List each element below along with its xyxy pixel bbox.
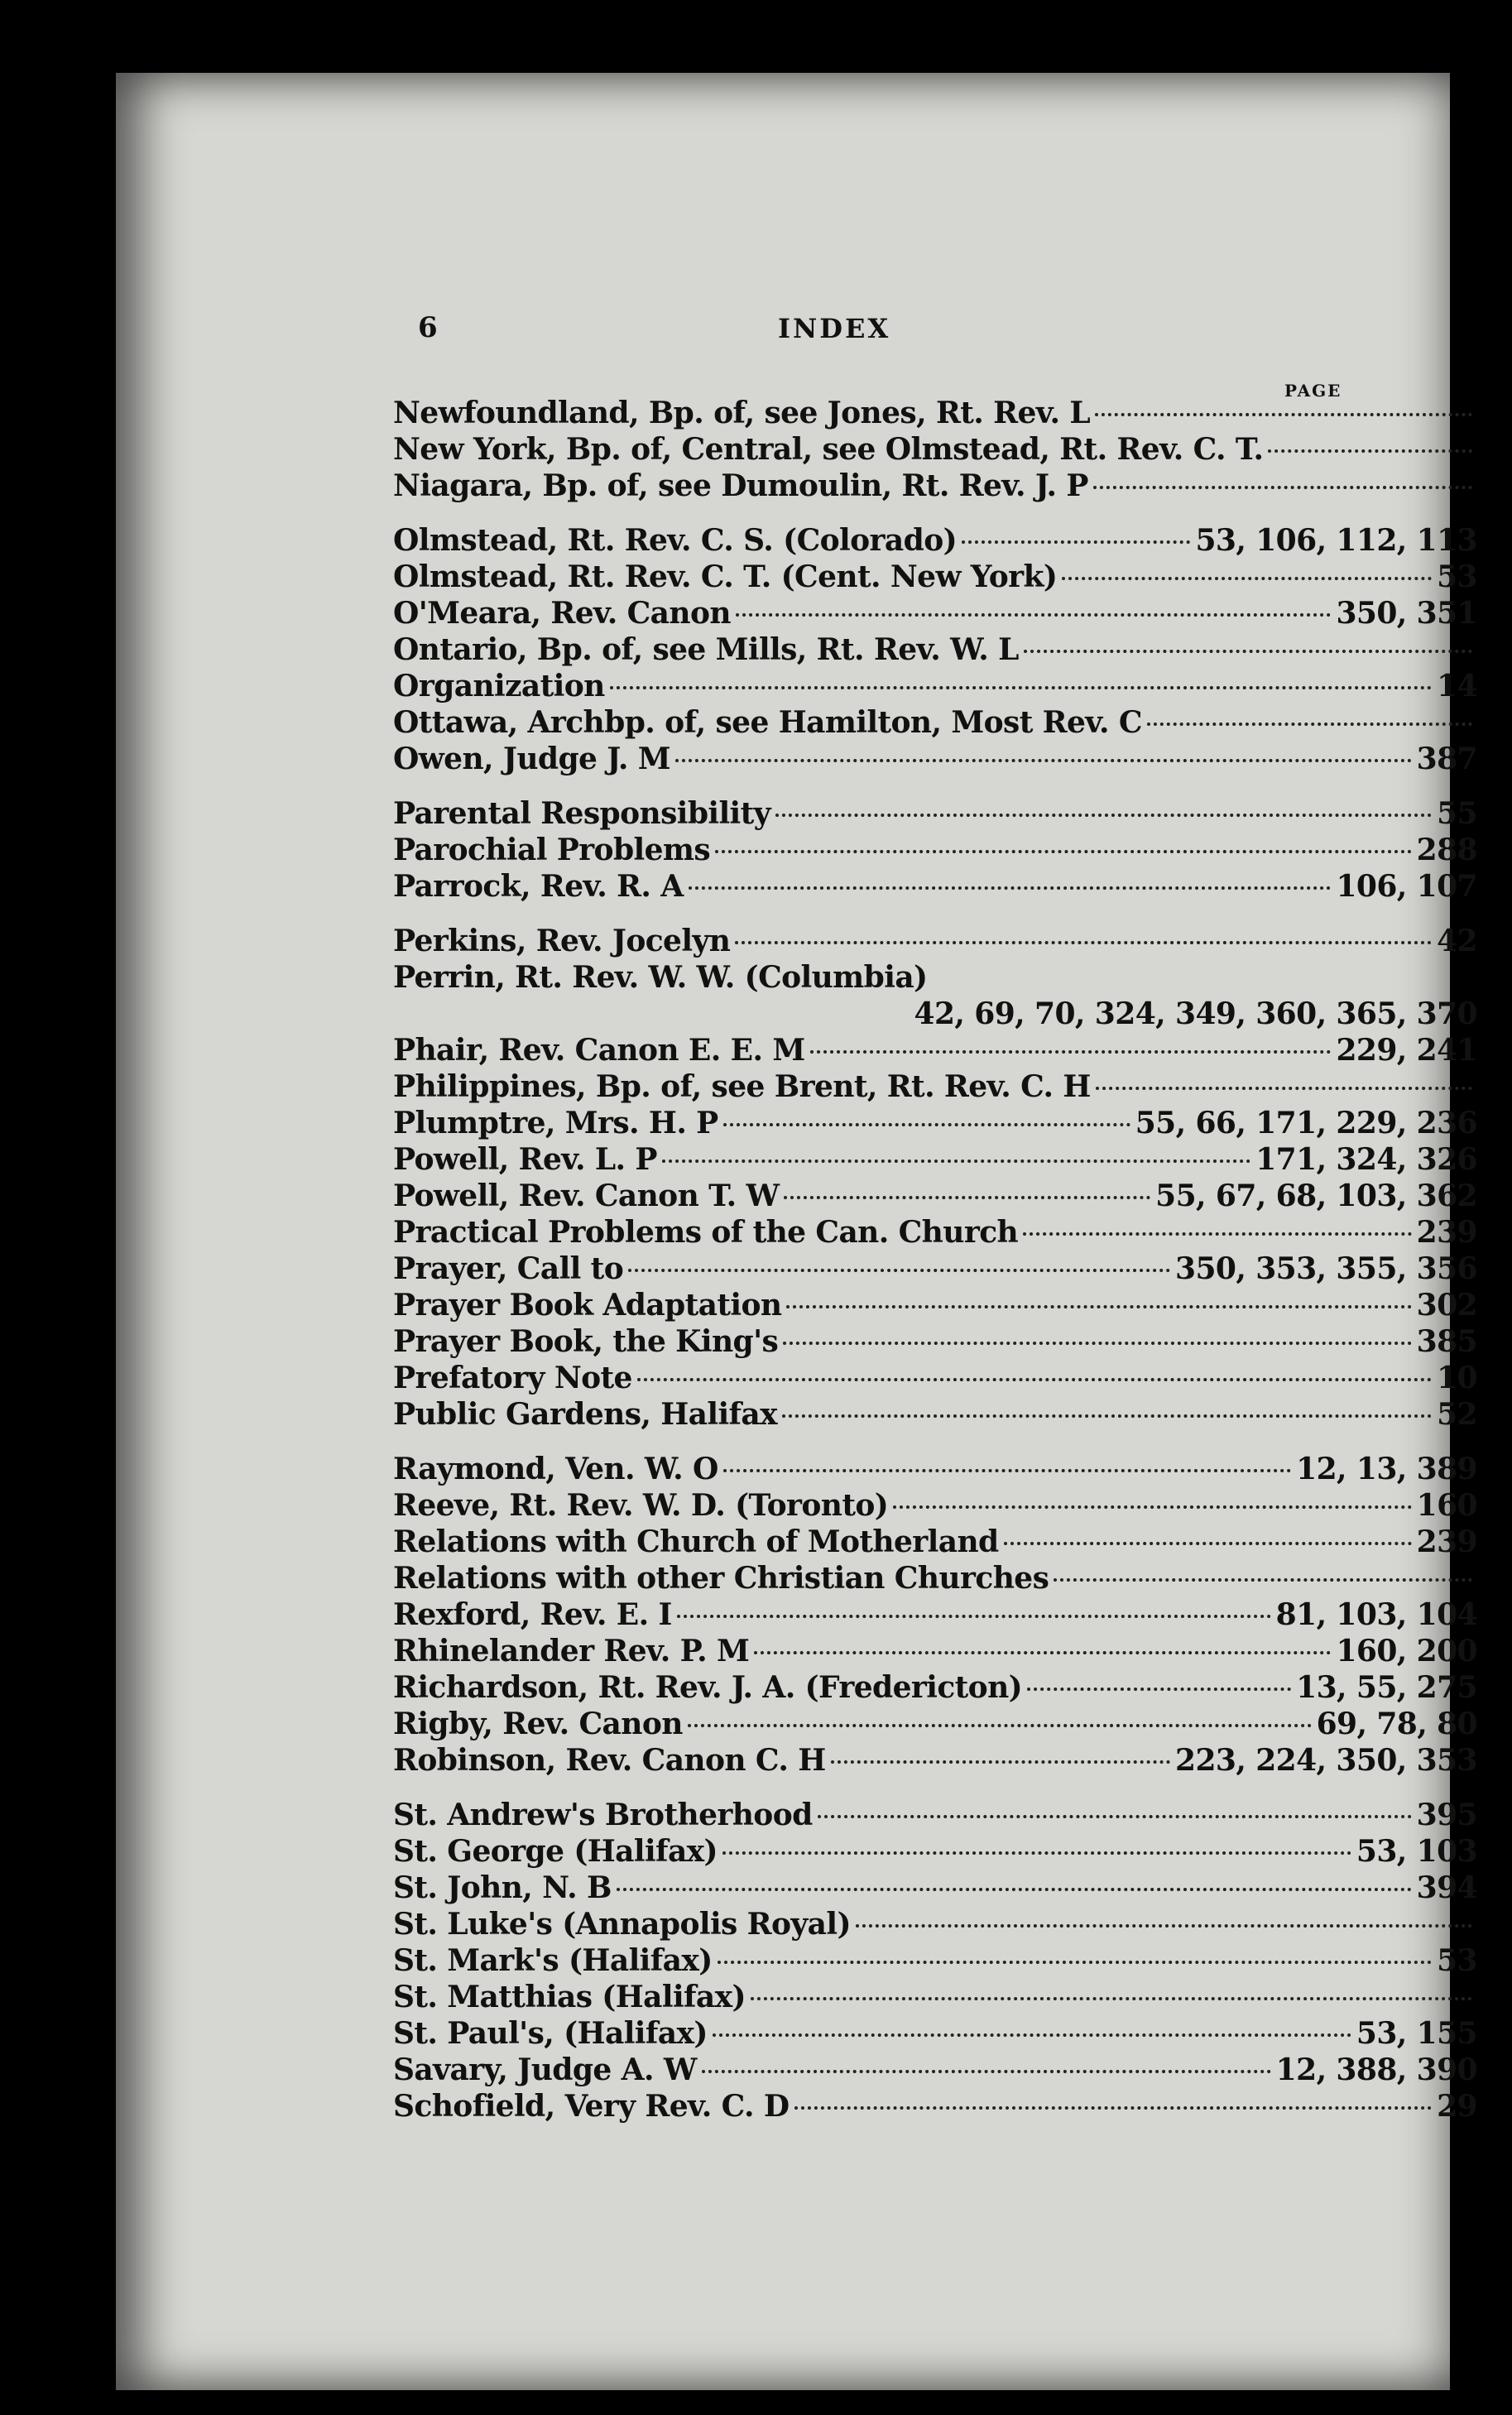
entry-pages: 171, 324, 326 [1255,1142,1477,1177]
index-entry [393,1488,1477,1524]
group-separator [393,778,1477,796]
dot-leader [754,1651,1331,1654]
entry-name: Niagara, Bp. of, see Dumoulin, Rt. Rev. J. P [393,468,1088,503]
index-entry [393,596,1477,632]
dot-leader [1004,1542,1412,1545]
entry-pages: 42, 69, 70, 324, 349, 360, 365, 370 [914,996,1477,1031]
dot-leader [1096,1087,1472,1090]
entry-pages: 52 [1437,1397,1477,1432]
index-page [116,73,1477,2390]
dot-leader [1062,577,1432,580]
index-entry [393,1943,1477,1980]
entry-name: Ontario, Bp. of, see Mills, Rt. Rev. W. L [393,632,1019,667]
entry-pages: 12, 388, 390 [1275,2053,1477,2087]
entry-name: Newfoundland, Bp. of, see Jones, Rt. Rev. L [393,396,1091,430]
index-entry [393,396,1477,432]
entry-pages: 42 [1437,924,1477,958]
index-entry [393,742,1477,778]
dot-leader [1027,1688,1291,1691]
entry-name: Olmstead, Rt. Rev. C. S. (Colorado) [393,523,958,558]
dot-leader [713,2033,1351,2037]
entry-pages: 350, 353, 355, 356 [1175,1251,1477,1286]
entry-pages: 302 [1416,1288,1477,1323]
entry-pages: 350, 351 [1336,596,1477,631]
entry-pages: 395 [1416,1798,1477,1832]
entry-name: Powell, Rev. Canon T. W [393,1179,780,1213]
entry-pages: 69, 78, 80 [1316,1707,1477,1741]
entry-name: St. Mark's (Halifax) [393,1943,713,1978]
entry-name: St. Luke's (Annapolis Royal) [393,1907,851,1942]
entry-pages: 81, 103, 104 [1275,1597,1477,1632]
entry-name: St. George (Halifax) [393,1834,718,1869]
index-entry [393,1251,1477,1288]
entry-name: Prayer Book Adaptation [393,1288,782,1323]
entry-name: Parrock, Rev. R. A [393,869,684,904]
dot-leader [831,1760,1170,1764]
index-entry [393,2016,1477,2053]
dot-leader [628,1269,1170,1272]
index-entry [393,432,1477,468]
index-entry [393,1707,1477,1743]
index-entry [393,669,1477,705]
entry-name: Philippines, Bp. of, see Brent, Rt. Rev. C. H [393,1069,1091,1104]
index-entry [393,1069,1477,1106]
dot-leader [893,1505,1411,1509]
entry-name: Olmstead, Rt. Rev. C. T. (Cent. New York) [393,559,1058,594]
entry-pages: 53 [1437,559,1477,594]
entry-pages: 160 [1416,1488,1477,1523]
entry-name: Raymond, Ven. W. O [393,1452,718,1486]
entry-name: St. John, N. B [393,1870,612,1905]
index-entry [393,1215,1477,1251]
entry-name: Relations with other Christian Churches [393,1561,1049,1596]
dot-leader [1054,1578,1472,1582]
index-entry [393,1033,1477,1069]
dot-leader [736,613,1331,617]
entry-name: St. Matthias (Halifax) [393,1980,746,2014]
entry-pages: 288 [1416,833,1477,867]
index-entry [393,632,1477,669]
index-entry [393,1288,1477,1324]
dot-leader [723,1123,1130,1126]
entry-name: Savary, Judge A. W [393,2053,697,2087]
entry-pages: 14 [1437,669,1477,703]
index-entry [393,1980,1477,2016]
entry-pages: 12, 13, 389 [1296,1452,1477,1486]
entry-name: Rigby, Rev. Canon [393,1707,683,1741]
entry-pages: 55, 66, 171, 229, 236 [1135,1106,1477,1140]
index-entry [393,468,1477,505]
entry-name: St. Andrew's Brotherhood [393,1798,813,1832]
index-entry [393,1179,1477,1215]
entry-pages: 387 [1416,742,1477,776]
dot-leader [856,1924,1472,1928]
index-entry [393,1324,1477,1361]
entry-name: Rhinelander Rev. P. M [393,1634,750,1668]
entry-pages: 10 [1437,1361,1477,1395]
dot-leader [735,941,1432,944]
dot-leader [782,1414,1432,1418]
dot-leader [715,850,1412,853]
dot-leader [718,1961,1432,1964]
index-entry [393,1907,1477,1943]
index-entry [393,924,1477,960]
index-entry [393,559,1477,596]
entry-name: Relations with Church of Motherland [393,1524,999,1559]
index-entry [393,705,1477,742]
index-entry [393,960,1477,996]
entry-pages: 29 [1437,2089,1477,2124]
dot-leader [689,886,1332,890]
dot-leader [783,1342,1411,1345]
index-entry [393,523,1477,559]
entry-name: Owen, Judge J. M [393,742,671,776]
entry-pages: 239 [1416,1215,1477,1250]
entry-pages: 53 [1437,1943,1477,1978]
dot-leader [610,686,1432,689]
index-entry-list [393,396,1477,2125]
index-entry [393,1670,1477,1707]
index-entry [393,1524,1477,1561]
dot-leader [818,1815,1412,1818]
entry-pages: 394 [1416,1870,1477,1905]
entry-pages: 53, 103 [1356,1834,1477,1869]
dot-leader [723,1469,1291,1472]
index-entry [393,796,1477,833]
index-entry [393,1561,1477,1597]
dot-leader [1023,1232,1412,1236]
entry-pages: 385 [1416,1324,1477,1359]
entry-name: Prayer Book, the King's [393,1324,779,1359]
index-entry [393,1397,1477,1433]
entry-name: Richardson, Rt. Rev. J. A. (Fredericton) [393,1670,1023,1705]
entry-pages: 106, 107 [1336,869,1477,904]
index-entry [393,1798,1477,1834]
index-entry [393,833,1477,869]
dot-leader [617,1888,1412,1891]
dot-leader [794,2106,1433,2110]
entry-pages: 223, 224, 350, 353 [1175,1743,1477,1778]
entry-name: Phair, Rev. Canon E. E. M [393,1033,805,1068]
entry-name: Perkins, Rev. Jocelyn [393,924,731,958]
group-separator [393,1433,1477,1452]
entry-name: Rexford, Rev. E. I [393,1597,672,1632]
entry-pages: 160, 200 [1336,1634,1477,1668]
index-entry [393,1597,1477,1634]
dot-leader [810,1050,1332,1054]
index-entry [393,1452,1477,1488]
entry-name: Prefatory Note [393,1361,632,1395]
dot-leader [1095,413,1472,416]
index-entry [393,1634,1477,1670]
entry-pages: 55, 67, 68, 103, 362 [1155,1179,1477,1213]
dot-leader [702,2070,1271,2073]
index-entry [393,2053,1477,2089]
dot-leader [786,1305,1411,1308]
dot-leader [688,1724,1312,1727]
dot-leader [775,814,1432,817]
entry-pages: 53, 155 [1356,2016,1477,2051]
dot-leader [677,1615,1271,1618]
entry-name: Prayer, Call to [393,1251,624,1286]
entry-name: New York, Bp. of, Central, see Olmstead, Rt. Rev. C. T. [393,432,1264,467]
index-entry-continuation [393,996,1477,1033]
entry-name: Parental Responsibility [393,796,770,831]
dot-leader [751,1997,1472,2000]
entry-name: Organization [393,669,605,703]
entry-name: St. Paul's, (Halifax) [393,2016,708,2051]
entry-name: Public Gardens, Halifax [393,1397,778,1432]
dot-leader [722,1851,1351,1855]
group-separator [393,505,1477,523]
dot-leader [1147,723,1472,726]
entry-name: Practical Problems of the Can. Church [393,1215,1019,1250]
dot-leader [662,1159,1250,1163]
entry-pages: 229, 241 [1336,1033,1477,1068]
index-entry [393,1361,1477,1397]
entry-pages: 13, 55, 275 [1296,1670,1477,1705]
page-number: 6 [418,311,438,344]
dot-leader [784,1196,1150,1199]
entry-name: Reeve, Rt. Rev. W. D. (Toronto) [393,1488,889,1523]
entry-name: Schofield, Very Rev. C. D [393,2089,790,2124]
entry-name: Parochial Problems [393,833,711,867]
page-header-title: INDEX [778,313,891,344]
entry-name: Plumptre, Mrs. H. P [393,1106,718,1140]
index-entry [393,1106,1477,1142]
group-separator [393,1779,1477,1798]
dot-leader [962,540,1190,544]
dot-leader [1024,650,1472,653]
entry-pages: 55 [1437,796,1477,831]
index-entry [393,1870,1477,1907]
index-entry [393,2089,1477,2125]
page-column-label: PAGE [1284,381,1342,401]
entry-name: Powell, Rev. L. P [393,1142,657,1177]
entry-pages: 53, 106, 112, 113 [1195,523,1477,558]
dot-leader [1268,449,1472,453]
entry-name: Ottawa, Archbp. of, see Hamilton, Most Rev. C [393,705,1142,740]
entry-name: Robinson, Rev. Canon C. H [393,1743,826,1778]
index-entry [393,869,1477,905]
entry-pages: 239 [1416,1524,1477,1559]
index-entry [393,1743,1477,1779]
dot-leader [675,759,1412,762]
dot-leader [637,1378,1432,1381]
group-separator [393,905,1477,924]
index-entry [393,1834,1477,1870]
entry-name: Perrin, Rt. Rev. W. W. (Columbia) [393,960,928,995]
entry-name: O'Meara, Rev. Canon [393,596,731,631]
index-entry [393,1142,1477,1179]
dot-leader [1093,486,1472,489]
